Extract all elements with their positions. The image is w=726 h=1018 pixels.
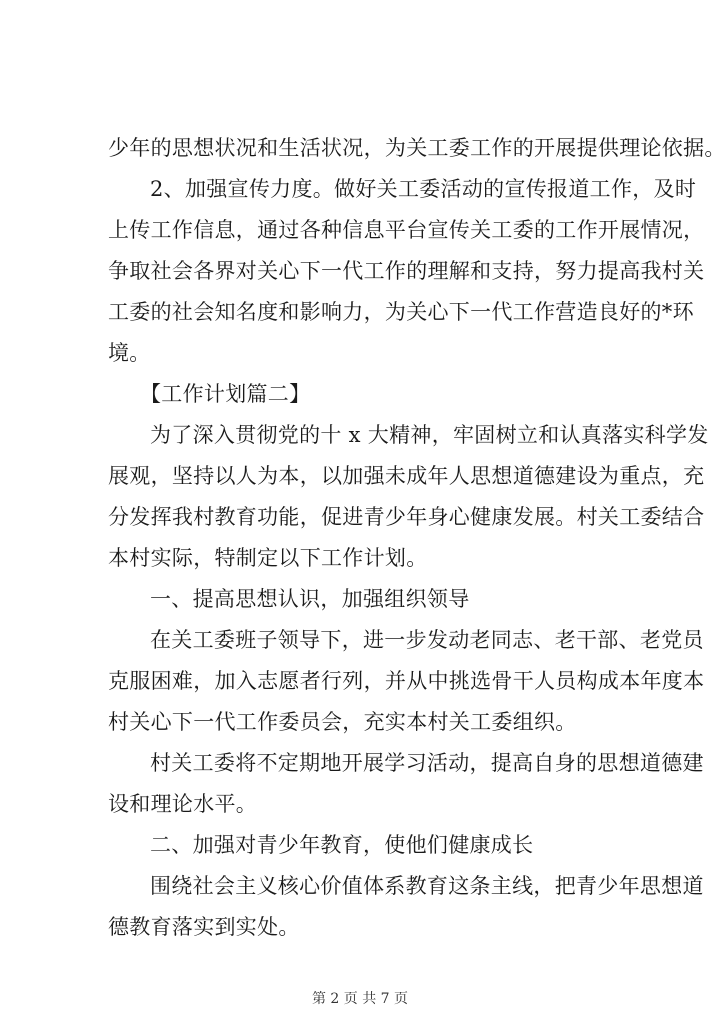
text-line: 围绕社会主义核心价值体系教育这条主线，把青少年思想道 (150, 874, 704, 898)
text-line: 境。 (108, 341, 151, 365)
text-line: 德教育落实到实处。 (108, 915, 300, 939)
text-line: 分发挥我村教育功能，促进青少年身心健康发展。村关工委结合 (108, 505, 705, 529)
page-footer: 第 2 页 共 7 页 (311, 991, 409, 1007)
text-line: 设和理论水平。 (108, 792, 258, 816)
text-line: 工委的社会知名度和影响力，为关心下一代工作营造良好的*环 (108, 300, 694, 324)
section-heading: 【工作计划篇二】 (140, 382, 311, 406)
text-line: 克服困难，加入志愿者行列，并从中挑选骨干人员构成本年度本 (108, 669, 705, 693)
text-line: 本村实际，特制定以下工作计划。 (108, 546, 428, 570)
text-line: 村关心下一代工作委员会，充实本村关工委组织。 (108, 710, 577, 734)
text-line: 展观，坚持以人为本，以加强未成年人思想道德建设为重点，充 (108, 464, 705, 488)
text-line: 在关工委班子领导下，进一步发动老同志、老干部、老党员 (150, 628, 704, 652)
text-line: 2、加强宣传力度。做好关工委活动的宣传报道工作，及时 (150, 177, 697, 201)
text-line: 为了深入贯彻党的十 x 大精神，牢固树立和认真落实科学发 (150, 423, 709, 447)
text-line: 村关工委将不定期地开展学习活动，提高自身的思想道德建 (150, 751, 704, 775)
text-line: 上传工作信息，通过各种信息平台宣传关工委的工作开展情况， (108, 218, 705, 242)
subheading: 一、提高思想认识，加强组织领导 (150, 587, 470, 611)
subheading: 二、加强对青少年教育，使他们健康成长 (150, 833, 534, 857)
text-line: 争取社会各界对关心下一代工作的理解和支持，努力提高我村关 (108, 259, 705, 283)
text-line: 少年的思想状况和生活状况，为关工委工作的开展提供理论依据。 (108, 136, 726, 160)
